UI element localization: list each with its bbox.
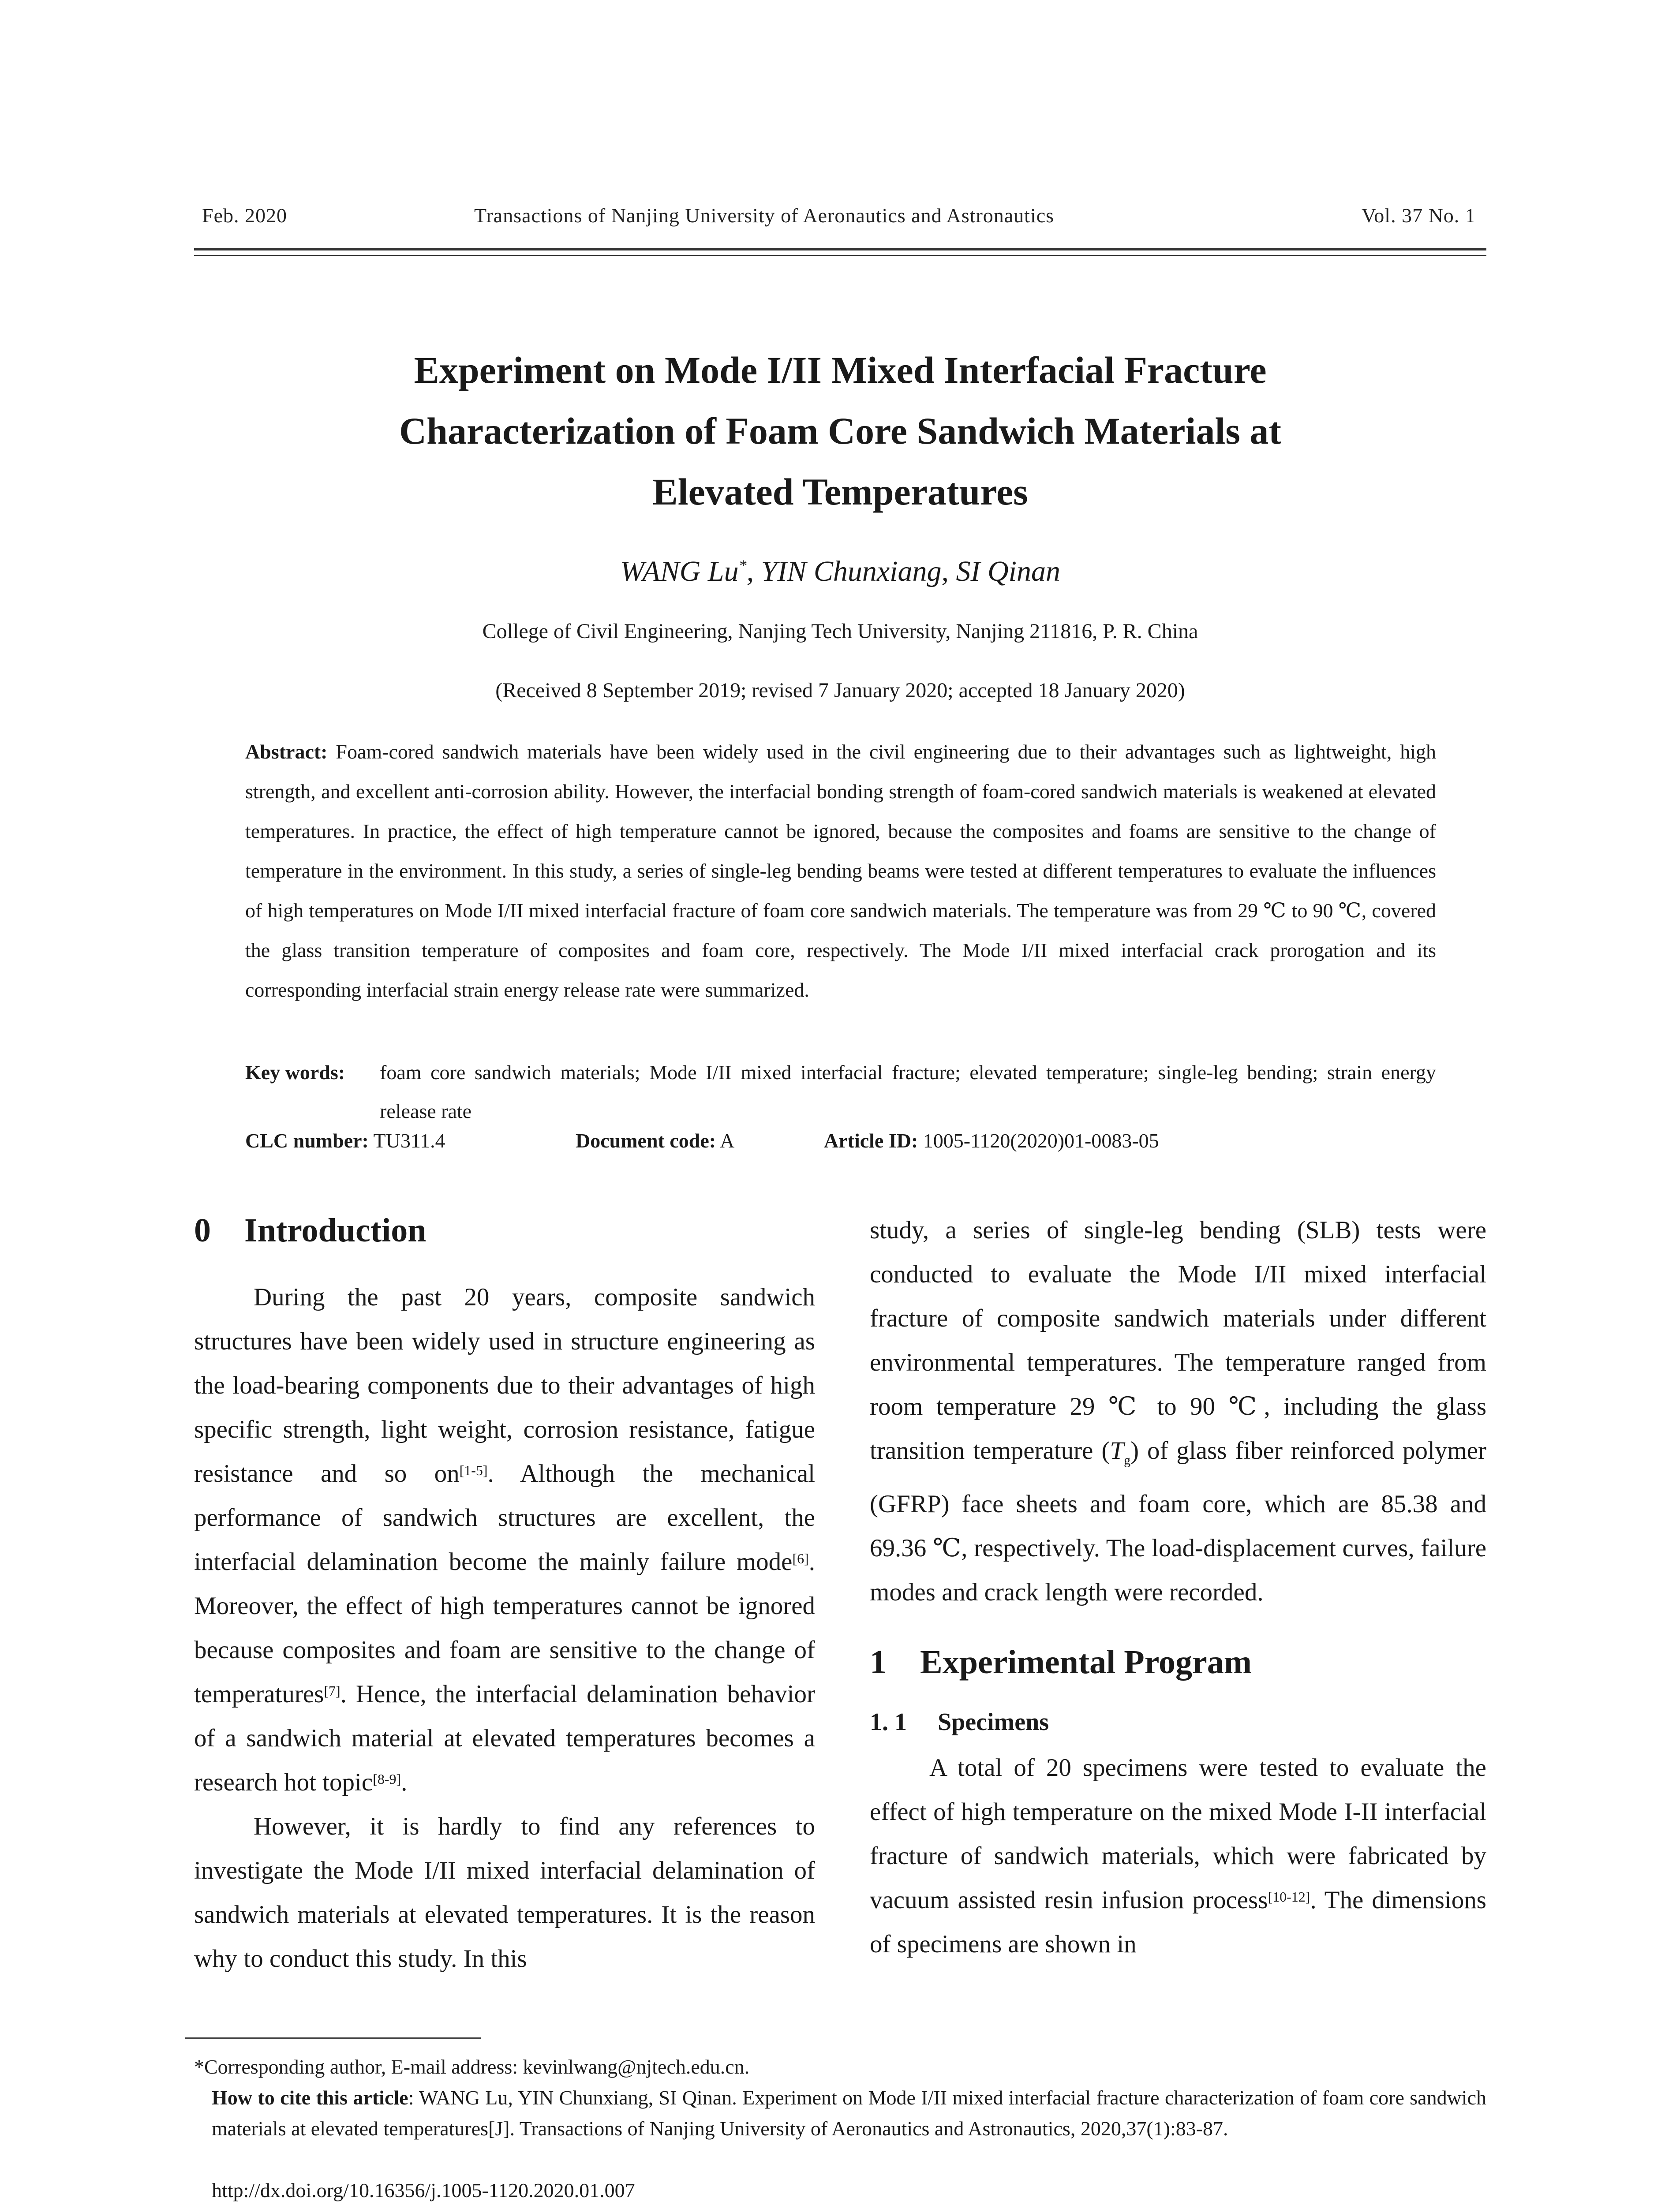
subsection-number: 1. 1 xyxy=(870,1708,907,1736)
affiliation: College of Civil Engineering, Nanjing Tech University, Nanjing 211816, P. R. China xyxy=(482,620,1198,643)
intro-p1-part-a: During the past 20 years, composite sandwich structures have been widely used in structure engineering as the load-bearing components due to their advantages of high specific strength, light weight, corrosion resistance, fatigue resistance and so on xyxy=(194,1283,815,1487)
title-line-3: Elevated Temperatures xyxy=(652,471,1028,513)
section-0-title: Introduction xyxy=(244,1212,427,1249)
article-id-label: Article ID: xyxy=(824,1129,918,1152)
author-list xyxy=(194,555,1486,588)
intro-p1-part-b: . Although the mechanical performance of sandwich structures are excellent, the interfacial delamination become the mainly failure mode xyxy=(194,1460,815,1576)
intro-paragraph-2: However, it is hardly to find any references to investigate the Mode I/II mixed interfacial delamination of sandwich materials at elevated temperatures. It is the reason why to conduct this study. In this xyxy=(194,1813,815,1973)
cite-text: : WANG Lu, YIN Chunxiang, SI Qinan. Experiment on Mode I/II mixed interfacial fracture characterization of foam core sandwich materials at elevated temperatures[J]. Transactions of Nanjing University of Aeronautics and Astronautics, 2020,37(1):83-87. xyxy=(212,2086,1486,2140)
citation-10-12: [10-12] xyxy=(1268,1889,1310,1905)
keywords xyxy=(245,1053,1436,1131)
tg-symbol: T xyxy=(1110,1437,1124,1465)
abstract-text: Foam-cored sandwich materials have been widely used in the civil engineering due to their advantages such as lightweight, high strength, and excellent anti-corrosion ability. However, the interfacial bonding strength of foam-cored sandwich materials is weakened at elevated temperatures. In practice, the effect of high temperature cannot be ignored, because the composites and foams are sensitive to the change of temperature in the environment. In this study, a series of single-leg bending beams were tested at different temperatures to evaluate the influences of high temperatures on Mode I/II mixed interfacial fracture of foam core sandwich materials. The temperature was from 29 ℃ to 90 ℃, covered the glass transition temperature of composites and foam core, respectively. The Mode I/II mixed interfacial crack prorogation and its corresponding interfacial strain energy release rate were summarized. xyxy=(245,740,1436,1001)
specimens-part-a: A total of 20 specimens were tested to evaluate the effect of high temperature on the mixed Mode I-II interfacial fracture of sandwich materials, which were fabricated by vacuum assisted resin infusion process xyxy=(870,1754,1486,1914)
citation-7: [7] xyxy=(324,1683,340,1699)
section-0-number: 0 xyxy=(194,1212,211,1249)
article-id xyxy=(824,1129,1159,1152)
clc-label: CLC number: xyxy=(245,1129,369,1152)
author-3: SI Qinan xyxy=(956,555,1060,587)
intro-paragraph-1 xyxy=(194,1275,815,1805)
subsection-title: Specimens xyxy=(938,1708,1049,1736)
article-id-value: 1005-1120(2020)01-0083-05 xyxy=(923,1129,1159,1152)
author-sep-1: , xyxy=(746,555,761,587)
received-dates: (Received 8 September 2019; revised 7 January 2020; accepted 18 January 2020) xyxy=(495,679,1185,702)
section-1-heading xyxy=(870,1640,1486,1684)
header-journal: Transactions of Nanjing University of Aeronautics and Astronautics xyxy=(474,204,1055,227)
right-p1-part-b: ) of glass fiber reinforced polymer (GFRP) face sheets and foam core, which are 85.38 and 69.36 ℃, respectively. The load-displacement curves, failure modes and crack length were recorded. xyxy=(870,1437,1486,1607)
doi-link[interactable]: http://dx.doi.org/10.16356/j.1005-1120.2020.01.007 xyxy=(212,2179,635,2201)
abstract-label: Abstract: xyxy=(245,740,328,763)
doc-code-label: Document code: xyxy=(576,1129,716,1152)
author-1: WANG Lu xyxy=(620,555,739,587)
title-line-2: Characterization of Foam Core Sandwich Materials at xyxy=(399,410,1281,452)
subsection-1-1-heading xyxy=(870,1700,1486,1744)
header-date: Feb. 2020 xyxy=(202,204,287,227)
corresponding-footnote: *Corresponding author, E-mail address: kevinlwang@njtech.edu.cn. xyxy=(194,2056,750,2078)
cite-label: How to cite this article xyxy=(212,2086,408,2109)
intro-p1-part-e: . xyxy=(401,1768,408,1796)
title-line-1: Experiment on Mode I/II Mixed Interfacial Fracture xyxy=(414,349,1267,391)
intro-p1-part-c: . Moreover, the effect of high temperatures cannot be ignored because composites and foam are sensitive to the change of temperatures xyxy=(194,1548,815,1708)
clc-number xyxy=(245,1129,445,1152)
corresponding-mark: * xyxy=(738,557,747,574)
document-code xyxy=(576,1129,734,1152)
keywords-text: foam core sandwich materials; Mode I/II mixed interfacial fracture; elevated temperature; single-leg bending; strain energy release rate xyxy=(380,1061,1436,1122)
section-0-heading xyxy=(194,1208,815,1252)
doc-code-value: A xyxy=(720,1129,735,1152)
citation-1-5: [1-5] xyxy=(459,1462,488,1478)
intro-p1-part-d: . Hence, the interfacial delamination behavior of a sandwich material at elevated temperatures becomes a research hot topic xyxy=(194,1680,815,1796)
right-paragraph-1 xyxy=(870,1208,1486,1615)
header-rule-thin xyxy=(194,255,1486,256)
tg-subscript: g xyxy=(1124,1453,1131,1468)
header-rule-thick xyxy=(194,248,1486,250)
author-sep-2: , xyxy=(941,555,956,587)
clc-value: TU311.4 xyxy=(373,1129,445,1152)
right-p1-part-a: study, a series of single-leg bending (SLB) tests were conducted to evaluate the Mode I/II mixed interfacial fracture of composite sandwich materials under different environmental temperatures. The temperature ranged from room temperature 29 ℃ to 90 ℃, including the glass transition temperature ( xyxy=(870,1216,1486,1465)
specimens-part-b: . The dimensions of specimens are shown in xyxy=(870,1886,1486,1958)
abstract xyxy=(245,732,1436,1010)
header-volume: Vol. 37 No. 1 xyxy=(1362,204,1476,227)
footnote-rule xyxy=(185,2037,481,2039)
paper-title xyxy=(194,340,1486,522)
section-1-number: 1 xyxy=(870,1644,887,1681)
citation-6: [6] xyxy=(792,1551,809,1566)
keywords-label: Key words: xyxy=(245,1061,345,1084)
citation-8-9: [8-9] xyxy=(373,1771,401,1787)
section-1-title: Experimental Program xyxy=(920,1644,1252,1681)
left-column xyxy=(194,1208,815,1981)
right-column xyxy=(870,1208,1486,1966)
citation-footnote xyxy=(212,2082,1486,2144)
author-2: YIN Chunxiang xyxy=(761,555,942,587)
specimens-paragraph xyxy=(870,1746,1486,1966)
